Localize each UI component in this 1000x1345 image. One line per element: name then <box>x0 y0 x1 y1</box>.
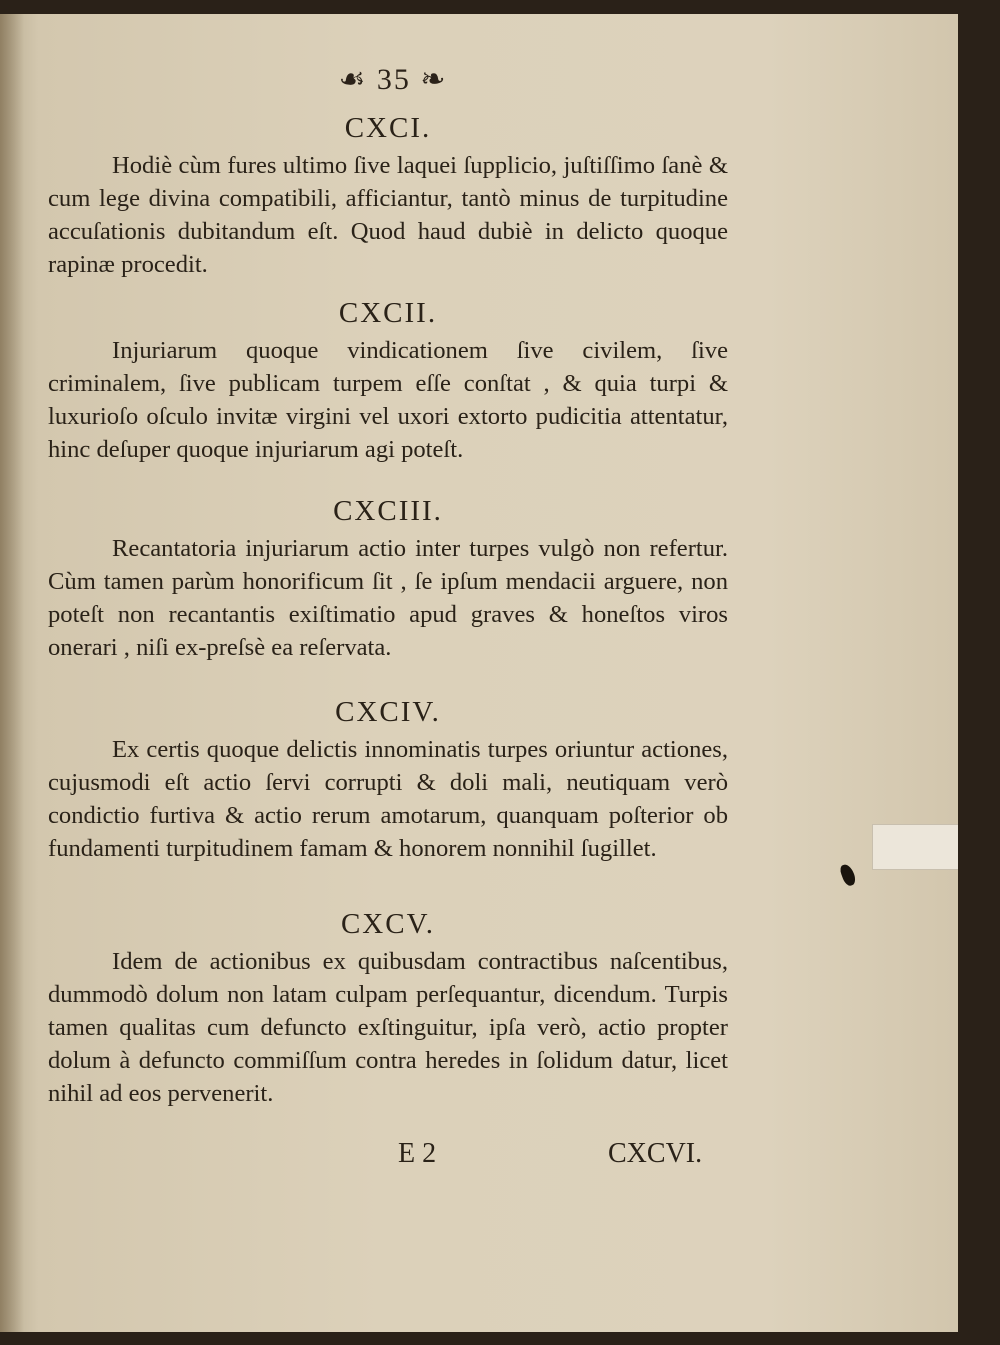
section-title: CXCIII. <box>333 495 443 527</box>
book-page <box>0 14 958 1332</box>
section-text: Recantatoria injuriarum actio inter turpes vulgò non refertur. Cùm tamen parùm honorificum ſit , ſe ipſum mendacii arguere, non poteſt non recantantis exiſtimatio apud graves & honeſtos viros onerari , niſi ex-preſsè ea reſervata. <box>48 535 728 661</box>
section-text: Ex certis quoque delictis innominatis turpes oriuntur actiones, cujusmodi eſt actio ſervi corrupti & doli mali, neutiquam verò condictio furtiva & actio rerum amotarum, quanquam poſterior ob fundamenti turpitudinem famam & honorem nonnihil ſugillet. <box>48 736 728 862</box>
signature-mark: E 2 <box>398 1138 437 1169</box>
section-title: CXCII. <box>338 297 438 329</box>
section-text: Injuriarum quoque vindicationem ſive civilem, ſive criminalem, ſive publicam turpem eſſe conſtat , & quia turpi & luxurioſo oſculo invitæ virgini vel uxori extorto pudicitia attentatur, hinc deſuper quoque injuriarum agi poteſt. <box>48 337 728 463</box>
running-head-page-number: ☙ 35 ❧ <box>338 63 448 96</box>
section-cxciii <box>48 495 728 664</box>
catchword: CXCVI. <box>608 1138 703 1169</box>
section-cxci <box>48 112 728 281</box>
section-title: CXCV. <box>340 908 436 940</box>
section-text: Idem de actionibus ex quibusdam contractibus naſcentibus, dummodò dolum non latam culpam perſequantur, dicendum. Turpis tamen qualitas cum defuncto exſtinguitur, ipſa verò, actio propter dolum à defuncto commiſſum contra heredes in ſolidum datur, licet nihil ad eos pervenerit. <box>48 948 728 1107</box>
section-text: Hodiè cùm fures ultimo ſive laquei ſupplicio, juſtiſſimo ſanè & cum lege divina compatibili, afficiantur, tantò minus de turpitudine accuſationis dubitandum eſt. Quod haud dubiè in delicto quoque rapinæ procedit. <box>48 152 728 278</box>
section-cxciv <box>48 696 728 865</box>
section-title: CXCIV. <box>335 696 441 728</box>
section-title: CXCI. <box>344 112 432 144</box>
text-block <box>0 14 958 1332</box>
section-cxcv <box>48 908 728 1110</box>
section-cxcii <box>48 297 728 466</box>
